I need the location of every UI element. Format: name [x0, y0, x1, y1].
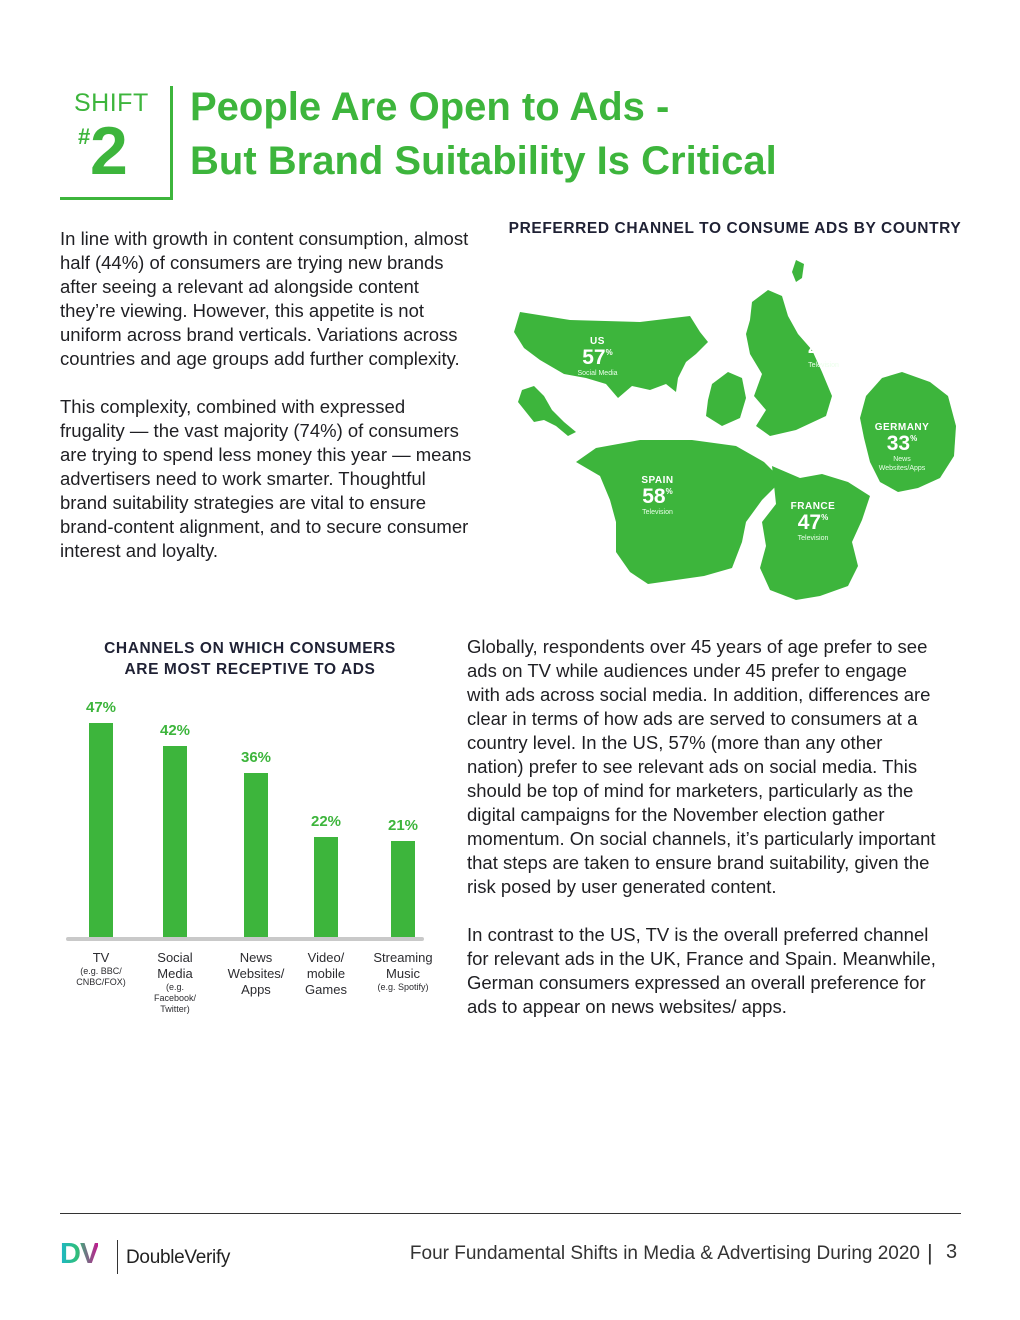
chart-title — [60, 638, 440, 680]
category-label-1 — [135, 950, 215, 1015]
bar-2 — [244, 773, 268, 937]
france-channel: Television — [797, 535, 829, 542]
category-label-2 — [216, 950, 296, 998]
category-label-4 — [363, 950, 443, 993]
category-example-line: CNBC/FOX) — [76, 977, 126, 987]
shift-number: 2 — [90, 113, 128, 189]
map-label-spain — [630, 475, 685, 517]
category-example-line: (e.g. Spotify) — [377, 982, 429, 992]
chart-title-line-1: CHANNELS ON WHICH CONSUMERS — [104, 640, 396, 657]
bar-value-label-0: 47% — [85, 699, 117, 716]
footer-document-title: Four Fundamental Shifts in Media & Advertising During 2020 — [409, 1243, 920, 1264]
intro-paragraph-1: In line with growth in content consumption, almost half (44%) of consumers are trying new brands after seeing a relevant ad alongside content they’re viewing. However, this appetite is not uniform across brand verticals. Variations across countries and age groups add further complexity. — [60, 228, 469, 369]
france-country-name: FRANCE — [790, 501, 836, 512]
category-label-line: Media — [157, 966, 193, 981]
analysis-text — [467, 635, 937, 1043]
title-line-2: But Brand Suitability Is Critical — [190, 139, 777, 183]
footer-separator: | — [927, 1240, 933, 1265]
shift-badge — [60, 84, 172, 200]
us-country-name: US — [590, 336, 605, 347]
us-channel: Social Media — [577, 370, 618, 377]
category-label-line: Games — [305, 982, 347, 997]
map-label-germany — [865, 422, 939, 473]
analysis-paragraph-2: In contrast to the US, TV is the overall preferred channel for relevant ads in the UK, France and Spain. Meanwhile, German consumers expressed an overall preference for ads to appear on news websites/ apps. — [467, 924, 936, 1017]
germany-channel-line-2: Websites/Apps — [878, 465, 926, 472]
category-label-3 — [286, 950, 366, 998]
germany-value: 33% — [886, 432, 918, 455]
bar-chart — [60, 690, 440, 1030]
bar-1 — [163, 746, 187, 937]
category-label-line: News — [239, 950, 273, 965]
category-label-line: Music — [386, 966, 420, 981]
bar-value-label-4: 21% — [387, 817, 419, 834]
dv-logo-text: DoubleVerify — [126, 1247, 231, 1268]
category-example-line: Twitter) — [160, 1004, 190, 1014]
category-label-0 — [61, 950, 141, 988]
category-label-line: TV — [92, 950, 110, 965]
germany-country-name: GERMANY — [874, 422, 930, 433]
doubleverify-logo — [60, 1238, 250, 1274]
badge-vertical-rule — [170, 86, 173, 200]
footer-rule — [60, 1213, 961, 1214]
us-value: 57% — [582, 346, 613, 369]
bar-value-label-1: 42% — [159, 722, 191, 739]
page-title — [190, 80, 990, 188]
france-value: 47% — [797, 511, 829, 534]
bar-3 — [314, 837, 338, 937]
logo-divider — [117, 1240, 118, 1274]
category-label-line: Video/ — [307, 950, 345, 965]
map-label-us — [570, 336, 625, 378]
title-line-1: People Are Open to Ads - — [190, 85, 670, 129]
uk-value: 47% — [808, 338, 839, 361]
shift-word: SHIFT — [74, 89, 149, 117]
germany-channel-line-1: News — [893, 456, 911, 463]
bar-value-label-2: 36% — [240, 749, 272, 766]
category-label-line: mobile — [306, 966, 346, 981]
bar-4 — [391, 841, 415, 937]
badge-horizontal-rule — [60, 197, 172, 200]
chart-title-line-2: ARE MOST RECEPTIVE TO ADS — [124, 661, 376, 678]
uk-country-name: UK — [815, 328, 832, 339]
chart-baseline — [66, 937, 424, 941]
category-label-line: Social — [157, 950, 193, 965]
category-label-line: Websites/ — [227, 966, 285, 981]
spain-value: 58% — [642, 485, 673, 508]
bar-0 — [89, 723, 113, 937]
uk-channel: Television — [808, 362, 839, 369]
spain-country-name: SPAIN — [641, 475, 674, 486]
category-label-line: Apps — [241, 982, 271, 997]
map-label-uk — [796, 328, 851, 370]
map-title: PREFERRED CHANNEL TO CONSUME ADS BY COUNTRY — [508, 220, 962, 237]
bar-value-label-3: 22% — [310, 813, 342, 830]
intro-paragraph-2: This complexity, combined with expressed frugality — the vast majority (74%) of consumers are trying to spend less money this year — means advertisers need to work smarter. Thoughtful brand suitability strategies are vital to ensure brand-content alignment, and to secure consumer interest and loyalty. — [60, 396, 472, 561]
shift-hash: # — [78, 124, 91, 149]
analysis-paragraph-1: Globally, respondents over 45 years of age prefer to see ads on TV while audiences under 45 prefer to engage with ads across social media. In addition, differences are clear in terms of how ads are served to consumers at a country level. In the US, 57% (more than any other nation) prefer to see relevant ads on social media. This should be top of mind for marketers, particularly as the digital campaigns for the November election gather momentum. On social channels, it’s particularly important that steps are taken to ensure brand suitability, given the risk posed by user generated content. — [467, 636, 936, 897]
spain-channel: Television — [642, 509, 673, 516]
dv-logo-mark: DV — [60, 1238, 99, 1270]
map-label-france — [783, 501, 843, 543]
map-ireland-shape — [706, 372, 746, 426]
category-example-line: Facebook/ — [153, 993, 197, 1003]
page-number: 3 — [946, 1241, 958, 1263]
intro-text — [60, 227, 472, 587]
category-example-line: (e.g. — [165, 982, 184, 992]
category-label-line: Streaming — [373, 950, 433, 965]
map-shetland-shape — [792, 260, 804, 282]
category-example-line: (e.g. BBC/ — [80, 966, 122, 976]
map-alaska-shape — [518, 386, 576, 436]
